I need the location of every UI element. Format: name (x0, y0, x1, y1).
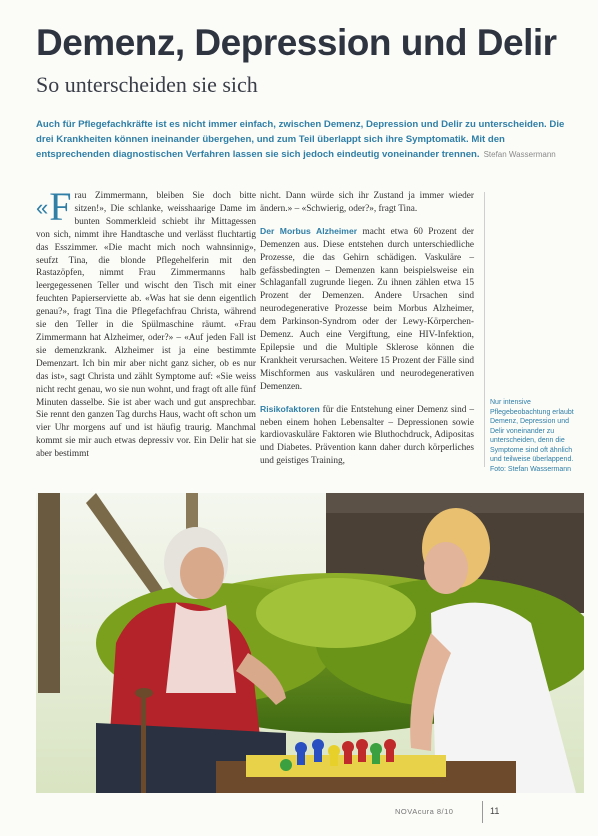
article-photo (36, 493, 584, 793)
quote-mark: « (36, 195, 49, 220)
drop-cap: F (49, 184, 72, 229)
author-credit: Stefan Wassermann (483, 150, 556, 159)
photo-caption: Nur intensive Pflegebeobachtung erlaubt Demenz, Depression und Delir voneinander zu unterscheiden, denn die Symptome sind oft ähnlich und teilweise überlappend. Foto: Stefan Wassermann (490, 399, 574, 473)
body-column-1 (36, 184, 256, 470)
body-paragraph: für die Entstehung einer Demenz sind – neben einem hohen Lebensalter – Depressionen sowie kardiovaskuläre Faktoren wie Bluthochdruck, Adipositas und Diabetes. Prävention kann daher durch körperliches und geistiges Training, (260, 404, 474, 467)
lead-paragraph (36, 117, 581, 162)
footer-divider (482, 801, 483, 823)
column-divider (484, 192, 485, 467)
subheading-alzheimer: Der Morbus Alzheimer (260, 225, 358, 236)
body-paragraph: nicht. Dann würde sich ihr Zustand ja immer wieder ändern.» – «Schwierig, oder?», fragt Tina. (260, 191, 474, 214)
body-paragraph: rau Zimmermann, bleiben Sie doch bitte sitzen!», Die schlanke, weisshaarige Dame im bunten Sommerkleid schiebt ihr Mittagessen von sich, nimmt ihre Handtasche und verlässt fluchtartig das Esszimmer. «Die macht mich noch wahnsinnig», seufzt Tina, die blonde Pflegehelferin mit den Rastazöpfen, nimmt Frau Zimmermanns halb leergegessenen Teller und wischt den Tisch mit einer feuchten Papierserviette ab. «Was hat sie denn eigentlich genau?», fragt Tina die Pflegefachfrau Christa, während sie den Teller in die Spülmaschine räumt. «Frau Zimmermann hat Alzheimer, oder?» – «Auf jeden Fall ist sie demenzkrank. Alzheimer ist ja eine bestimmte Demenzart. Ich bin mir aber nicht ganz sicher, ob es nur das ist», sagt Christa und zählt Symptome auf: «Sie weiss nicht recht genau, wo sie nun wohnt, und fragt oft alle fünf Minuten dasselbe. Sie ist aber wach und gut ansprechbar. Sie rennt den ganzen Tag durchs Haus, wacht oft schon um vier Uhr morgens auf und ist häufig traurig. Manchmal kommt sie mir auch etwas depressiv vor. Ein Delir hat sie aber bestimmt (36, 191, 256, 460)
body-paragraph: macht etwa 60 Prozent der Demenzen aus. Diese entstehen durch unterschiedliche Prozesse, die das Gehirn schädigen. Vaskuläre – gefässbedingten – Demenzen kann beispielsweise ein Schlaganfall zugrunde liegen. Zu ihnen zählen etwa 15 Prozent der Demenzen. Andere Ursachen sind neurodegenerative Prozesse beim Morbus Alzheimer, dem Parkinson-Syndrom oder der Lewy-Körperchen-Demenz. Auch eine Vergiftung, eine HIV-Infektion, Epilepsie und die Multiple Sklerose können die Krankheit verursachen. Weitere 15 Prozent der Fälle sind Mischformen aus vaskulären und neurodegenerativen Demenzen. (260, 226, 474, 392)
magazine-name: NOVAcura 8/10 (395, 807, 454, 816)
article-title: Demenz, Depression und Delir (36, 22, 557, 63)
body-column-2 (260, 190, 474, 477)
photo-illustration (36, 493, 584, 793)
article-subtitle: So unterscheiden sie sich (36, 72, 258, 97)
subheading-risk-factors: Risikofaktoren (260, 403, 320, 414)
lead-text: Auch für Pflegefachkräfte ist es nicht immer einfach, zwischen Demenz, Depression und Delir zu unterscheiden. Die drei Krankheiten können ineinander übergehen, und zum Teil überlappt sich ihre Symptomatik. Mit den entsprechenden diagnostischen Verfahren lassen sie sich jedoch eindeutig voneinander trennen. (36, 119, 565, 160)
page-number: 11 (490, 806, 500, 816)
